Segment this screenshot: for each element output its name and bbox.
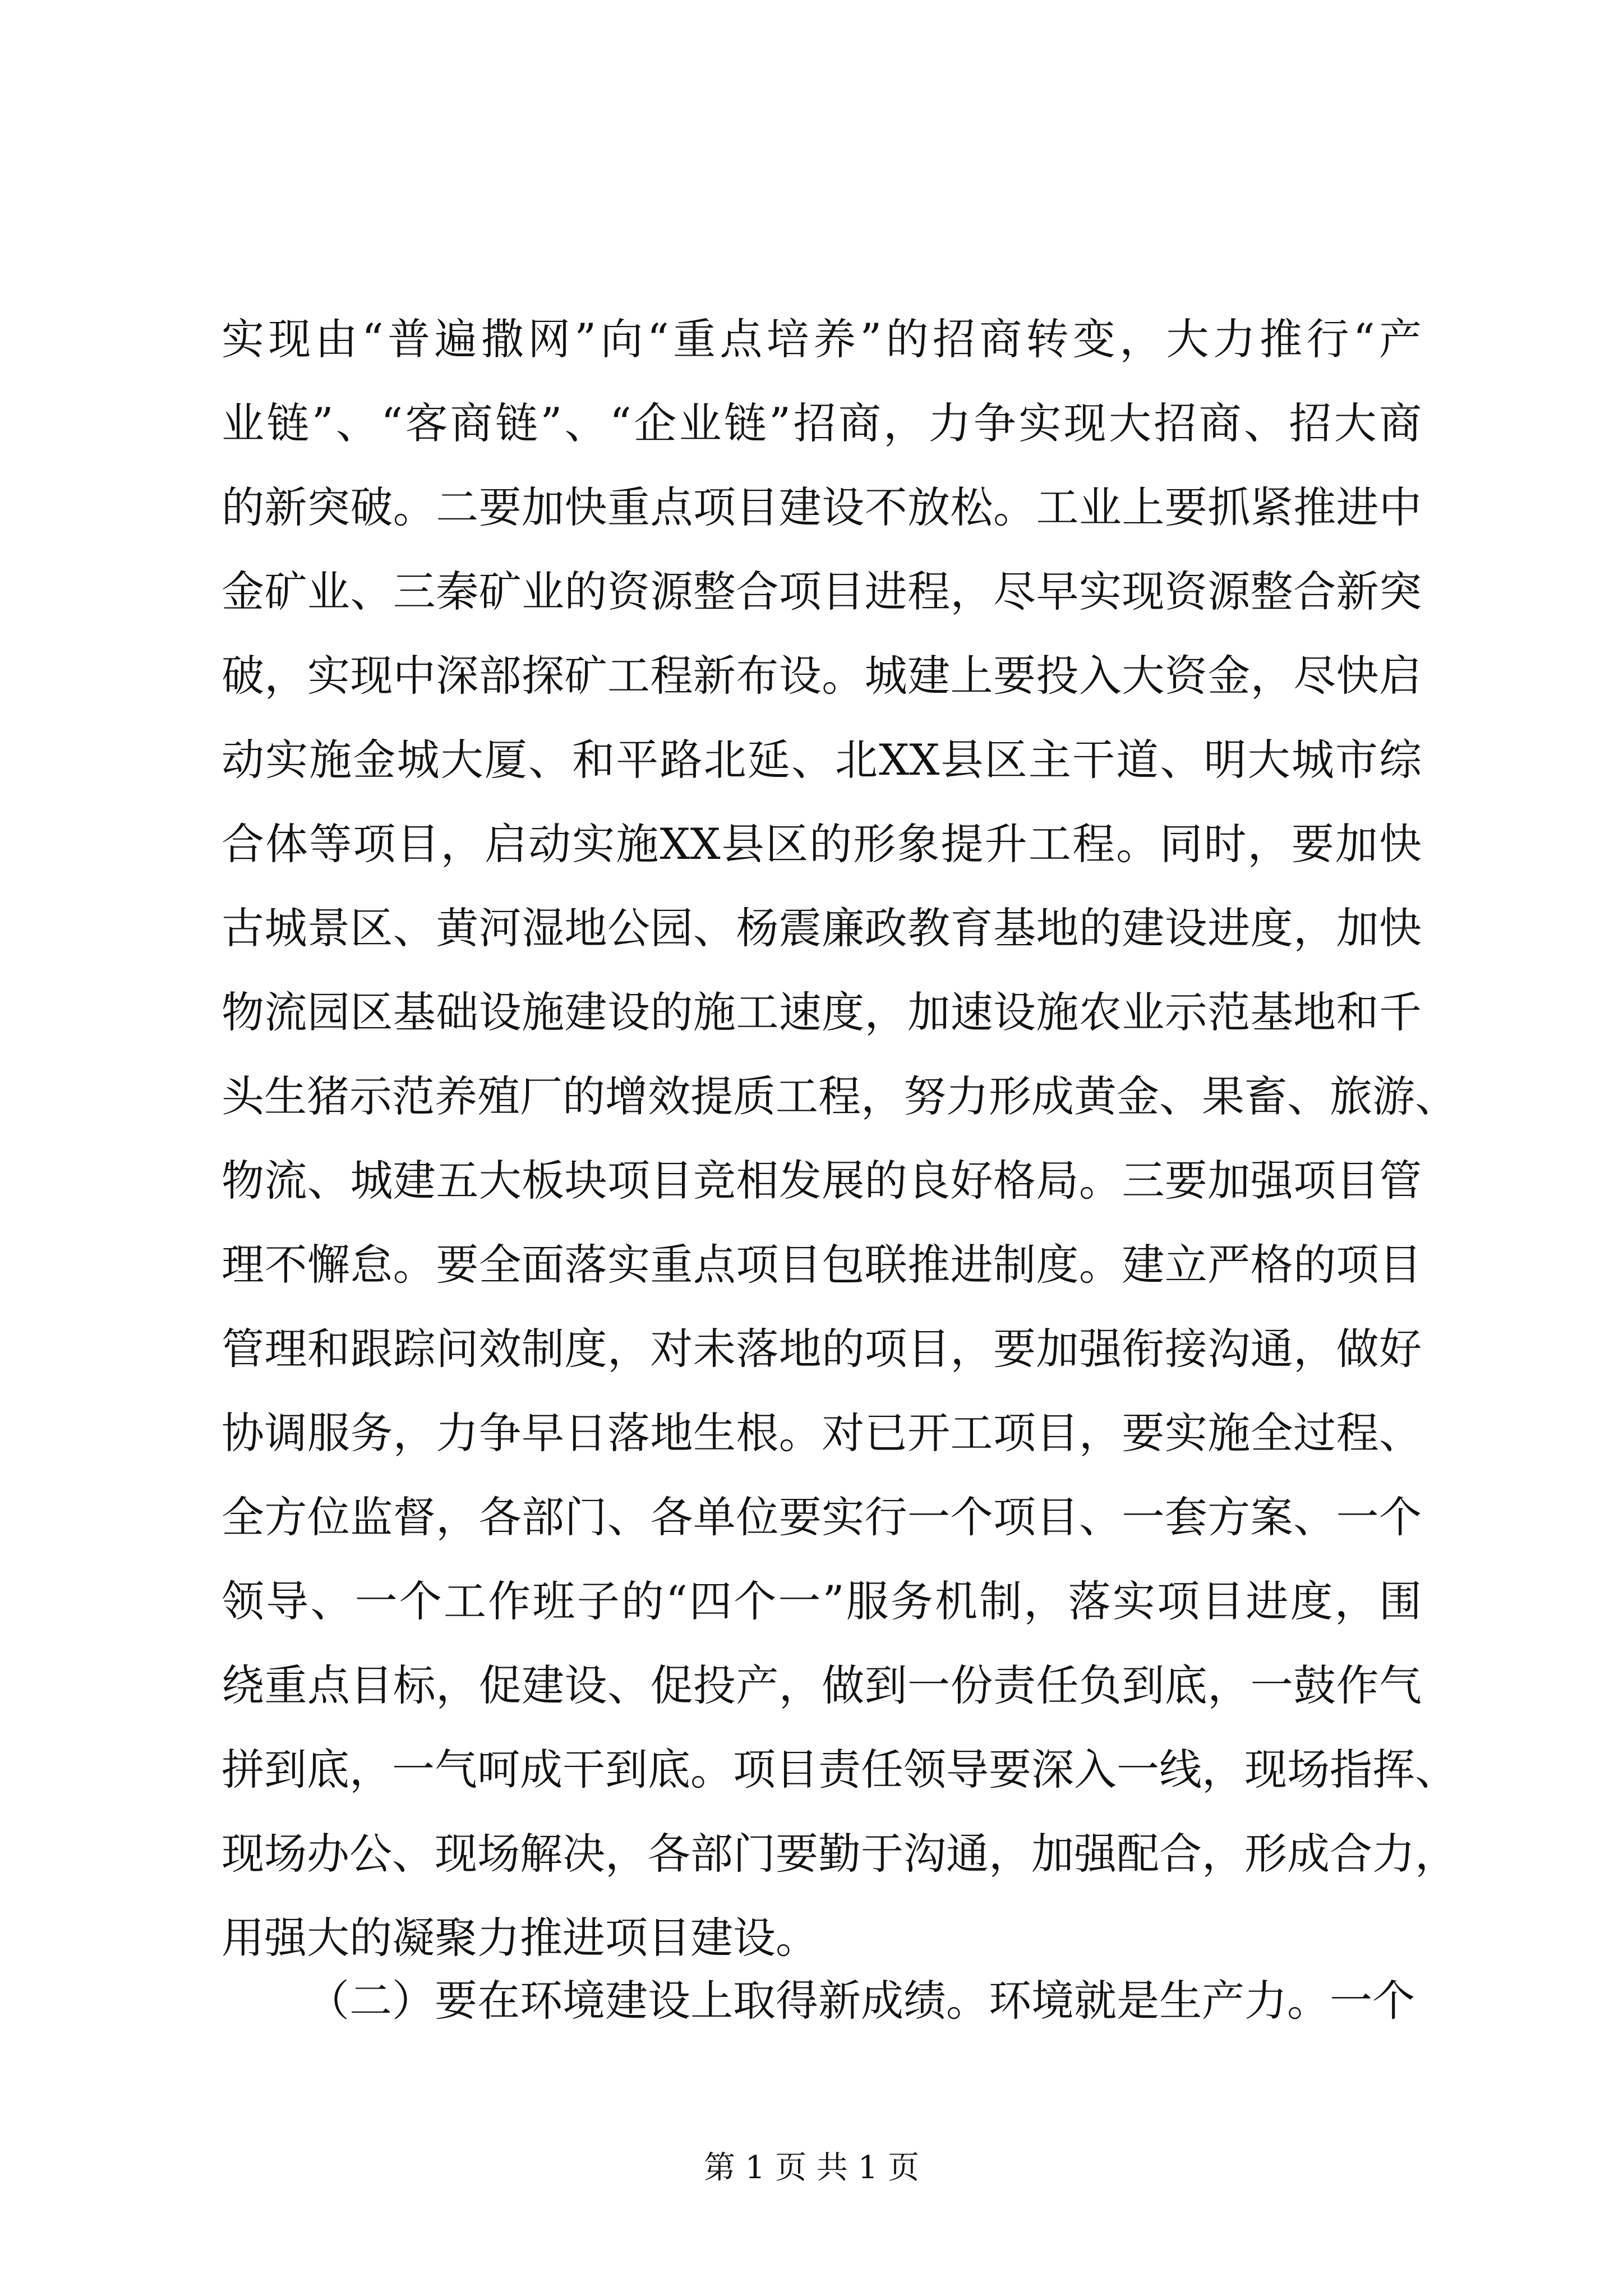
text-line: 业链”、“客商链”、“企业链”招商，力争实现大招商、招大商 xyxy=(222,398,1422,448)
text-line: 物流园区基础设施建设的施工速度，加速设施农业示范基地和千 xyxy=(222,987,1422,1037)
text-line: 拼到底，一气呵成干到底。项目责任领导要深入一线，现场指挥、 xyxy=(222,1745,1458,1795)
paragraph-body xyxy=(222,297,1458,1980)
text-line: 用强大的凝聚力推进项目建设。 xyxy=(222,1913,818,1963)
text-line: 实现由“普遍撒网”向“重点培养”的招商转变，大力推行“产 xyxy=(222,314,1422,364)
text-line: 头生猪示范养殖厂的增效提质工程，努力形成黄金、果畜、旅游、 xyxy=(222,1071,1458,1121)
text-line: 协调服务，力争早日落地生根。对已开工项目，要实施全过程、 xyxy=(222,1408,1422,1458)
text-line: 物流、城建五大板块项目竞相发展的良好格局。三要加强项目管 xyxy=(222,1156,1422,1205)
text-line: 理不懈怠。要全面落实重点项目包联推进制度。建立严格的项目 xyxy=(222,1240,1422,1290)
text-line: 破，实现中深部探矿工程新布设。城建上要投入大资金，尽快启 xyxy=(222,651,1422,701)
text-line: 动实施金城大厦、和平路北延、北XX县区主干道、明大城市综 xyxy=(222,735,1422,785)
text-line: 古城景区、黄河湿地公园、杨震廉政教育基地的建设进度，加快 xyxy=(222,903,1422,953)
paragraph-section-two xyxy=(222,1959,1422,2043)
text-line: 的新突破。二要加快重点项目建设不放松。工业上要抓紧推进中 xyxy=(222,482,1422,532)
section-heading-line: （二）要在环境建设上取得新成绩。环境就是生产力。一个 xyxy=(307,1976,1415,2026)
text-line: 现场办公、现场解决，各部门要勤于沟通，加强配合，形成合力， xyxy=(222,1829,1458,1879)
text-line: 合体等项目，启动实施XX县区的形象提升工程。同时，要加快 xyxy=(222,819,1422,869)
page-footer: 第 1 页 共 1 页 xyxy=(703,2150,920,2186)
text-line: 金矿业、三秦矿业的资源整合项目进程，尽早实现资源整合新突 xyxy=(222,567,1422,616)
text-line: 全方位监督，各部门、各单位要实行一个项目、一套方案、一个 xyxy=(222,1492,1422,1542)
text-line: 管理和跟踪问效制度，对未落地的项目，要加强衔接沟通，做好 xyxy=(222,1324,1422,1374)
text-line: 绕重点目标，促建设、促投产，做到一份责任负到底，一鼓作气 xyxy=(222,1660,1422,1710)
text-line: 领导、一个工作班子的“四个一”服务机制，落实项目进度，围 xyxy=(222,1576,1422,1626)
